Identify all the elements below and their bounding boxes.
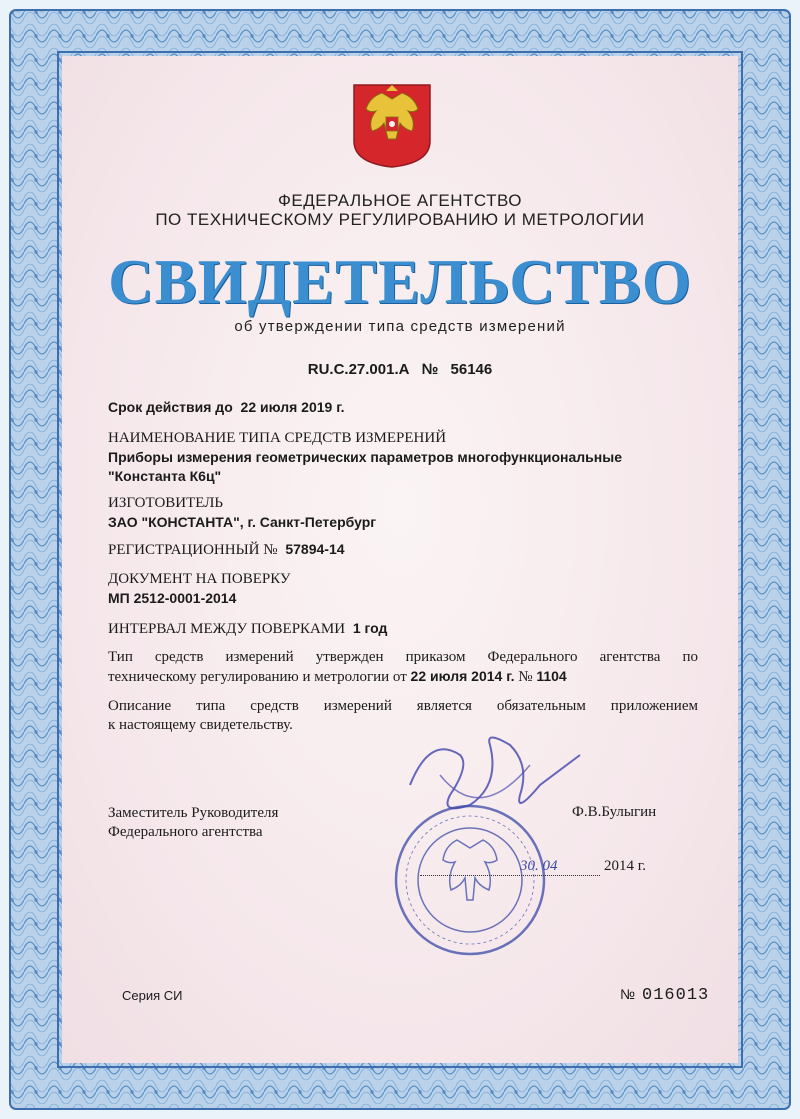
date-handwritten xyxy=(420,858,600,876)
approval-line2 xyxy=(108,667,698,687)
official-seal xyxy=(385,800,555,960)
number-sign: № xyxy=(421,361,439,378)
reg-code: RU.C.27.001.A xyxy=(307,361,410,378)
certificate-subtitle: об утверждении типа средств измерений xyxy=(234,318,566,335)
approval-order-number: 1104 xyxy=(536,668,567,684)
approval-line2-prefix: техническому регулированию и метрологии от xyxy=(108,669,407,685)
signing-date xyxy=(420,858,680,876)
signer-title xyxy=(108,804,278,842)
interval-line xyxy=(108,619,698,639)
validity-line xyxy=(108,398,698,417)
type-name-line2: "Константа К6ц" xyxy=(108,468,222,484)
registration-label: РЕГИСТРАЦИОННЫЙ № xyxy=(108,542,278,558)
validity-label: Срок действия до xyxy=(108,399,233,415)
manufacturer-value: ЗАО "КОНСТАНТА", г. Санкт-Петербург xyxy=(108,514,377,530)
validity-value: 22 июля 2019 г. xyxy=(240,399,345,415)
manufacturer-label: ИЗГОТОВИТЕЛЬ xyxy=(108,495,224,511)
registration-line xyxy=(108,540,698,560)
coat-of-arms-icon xyxy=(352,83,432,169)
interval-label: ИНТЕРВАЛ МЕЖДУ ПОВЕРКАМИ xyxy=(108,621,346,637)
date-year: 2014 г. xyxy=(604,858,646,874)
approval-number-sign: № xyxy=(518,669,533,685)
agency-name-line2: ПО ТЕХНИЧЕСКОМУ РЕГУЛИРОВАНИЮ И МЕТРОЛОГИИ xyxy=(155,210,645,229)
approval-line1: Тип средств измерений утвержден приказом Федерального агентства по xyxy=(108,649,698,665)
verification-doc-label: ДОКУМЕНТ НА ПОВЕРКУ xyxy=(108,571,291,587)
signer-title-line1: Заместитель Руководителя xyxy=(108,805,279,821)
signer-title-line2: Федерального агентства xyxy=(108,824,263,840)
serial-number-value: 016013 xyxy=(642,986,710,1005)
reg-number: 56146 xyxy=(450,361,493,378)
certificate-title: СВИДЕТЕЛЬСТВО xyxy=(108,247,692,317)
description-line2: к настоящему свидетельству. xyxy=(108,717,293,733)
verification-doc-value: МП 2512-0001-2014 xyxy=(108,590,237,606)
agency-name-line1: ФЕДЕРАЛЬНОЕ АГЕНТСТВО xyxy=(277,191,523,210)
series-label: Серия СИ xyxy=(122,988,183,1003)
manufacturer-block xyxy=(108,494,698,532)
description-line1: Описание типа средств измерений является обязательным приложением xyxy=(108,698,698,714)
type-name-label: НАИМЕНОВАНИЕ ТИПА СРЕДСТВ ИЗМЕРЕНИЙ xyxy=(108,430,447,446)
serial-number-sign: № xyxy=(620,986,637,1002)
verification-doc-block xyxy=(108,570,698,608)
approval-date: 22 июля 2014 г. xyxy=(410,668,515,684)
approval-paragraph xyxy=(108,648,698,687)
registration-value: 57894-14 xyxy=(285,541,345,557)
type-name-block xyxy=(108,429,698,486)
interval-value: 1 год xyxy=(352,620,388,636)
signer-name: Ф.В.Булыгин xyxy=(572,804,657,820)
date-handwritten-value: 30. 04 xyxy=(520,858,558,874)
serial-number xyxy=(620,986,709,1005)
type-name-line1: Приборы измерения геометрических параметров многофункциональные xyxy=(108,449,622,465)
certificate-number xyxy=(0,361,800,378)
